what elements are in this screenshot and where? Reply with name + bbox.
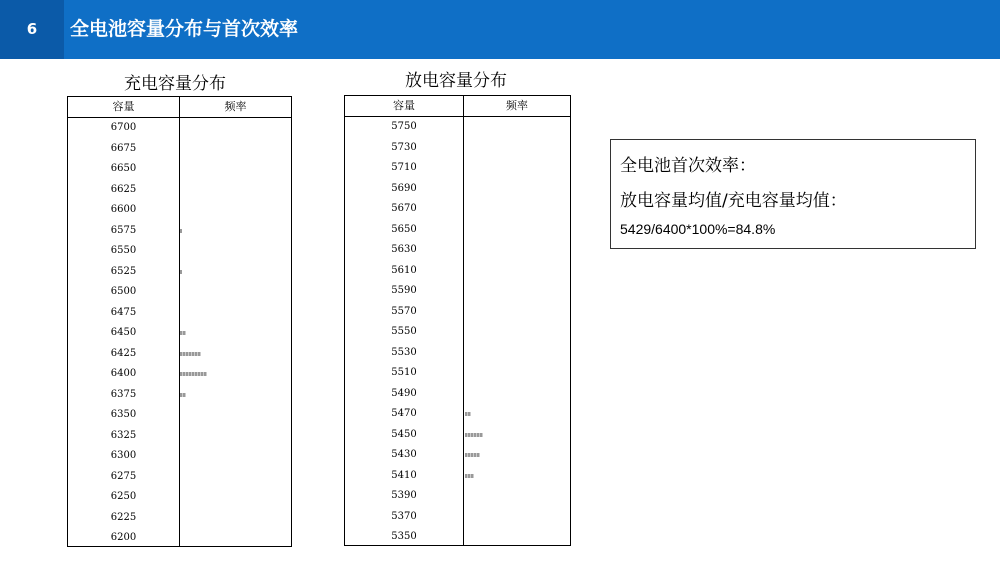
table-row [68,159,291,180]
discharge-table-title: 放电容量分布 [405,71,507,91]
frequency-bar [180,229,182,233]
efficiency-heading: 全电池首次效率： [620,156,756,176]
capacity-value: 5690 [391,182,417,194]
table-row [68,282,291,303]
capacity-column-header: 容量 [112,100,135,113]
efficiency-formula: 5429/6400*100%=84.8% [620,221,776,237]
table-row [68,446,291,467]
table-row [68,200,291,221]
page-number: 6 [0,0,64,59]
capacity-value: 6475 [110,306,137,318]
capacity-value: 5530 [391,346,417,358]
table-row [68,426,291,447]
table-row [68,528,291,549]
table-row [68,323,291,344]
table-row [345,220,570,241]
table-row [68,180,291,201]
table-row [345,199,570,220]
capacity-value: 6300 [110,450,137,461]
table-row [345,261,570,282]
table-row [345,302,570,323]
frequency-column-header: 频率 [224,100,247,113]
table-row [345,445,570,466]
capacity-value: 5430 [391,449,417,460]
capacity-value: 5490 [391,387,417,399]
capacity-value: 5410 [391,469,417,481]
table-row [345,404,570,425]
capacity-value: 6550 [110,245,137,256]
charge-table-title: 充电容量分布 [124,74,226,94]
table-row [68,118,291,139]
capacity-value: 5390 [391,490,417,501]
table-row [345,466,570,487]
capacity-value: 5350 [391,531,417,542]
efficiency-box [610,139,976,249]
capacity-value: 6500 [110,286,137,297]
frequency-bar [465,412,471,416]
table-row [345,363,570,384]
table-row [345,158,570,179]
header-bar [0,0,1000,59]
capacity-column-header: 容量 [393,99,415,112]
capacity-value: 6700 [110,122,137,133]
table-row [345,425,570,446]
capacity-value: 5450 [391,428,417,440]
table-row [68,467,291,488]
frequency-bar [180,352,201,356]
capacity-value: 5750 [391,121,417,132]
capacity-value: 6650 [110,163,137,174]
discharge-distribution-table [344,95,571,546]
frequency-bar [465,474,474,478]
frequency-bar [180,393,186,397]
capacity-value: 6575 [110,224,137,236]
capacity-value: 5630 [391,244,417,255]
table-row [68,364,291,385]
capacity-value: 5590 [391,285,417,296]
capacity-value: 6525 [110,265,137,277]
table-row [68,241,291,262]
capacity-value: 6325 [110,429,137,441]
table-row [345,322,570,343]
frequency-column-header: 频率 [506,99,528,112]
table-row [68,139,291,160]
table-row [345,486,570,507]
capacity-value: 5510 [391,367,417,378]
capacity-value: 6425 [110,347,137,359]
table-row [68,385,291,406]
table-row [68,508,291,529]
table-row [345,281,570,302]
capacity-value: 5570 [391,305,417,317]
frequency-bar [180,331,186,335]
capacity-value: 6450 [110,327,137,338]
table-row [68,303,291,324]
frequency-bar [180,270,182,274]
capacity-value: 5730 [391,141,417,153]
capacity-value: 5370 [391,510,417,522]
efficiency-formula-label: 放电容量均值/充电容量均值： [620,191,847,211]
page-title: 全电池容量分布与首次效率 [70,18,299,40]
capacity-value: 6675 [110,142,137,154]
table-row [68,405,291,426]
capacity-value: 5610 [391,264,417,276]
capacity-value: 6200 [110,532,137,543]
capacity-value: 6625 [110,183,137,195]
capacity-value: 5650 [391,223,417,235]
capacity-value: 6275 [110,470,137,482]
table-row [345,384,570,405]
capacity-value: 6225 [110,511,137,523]
frequency-bar [180,372,207,376]
capacity-value: 5670 [391,203,417,214]
capacity-value: 6400 [110,368,137,379]
table-row [68,487,291,508]
table-row [345,117,570,138]
frequency-bar [465,453,480,457]
capacity-value: 5550 [391,326,417,337]
table-row [345,240,570,261]
capacity-value: 6600 [110,204,137,215]
table-row [68,344,291,365]
charge-distribution-table [67,96,292,547]
capacity-value: 5470 [391,408,417,419]
table-row [68,221,291,242]
table-row [345,343,570,364]
table-row [345,138,570,159]
capacity-value: 6250 [110,491,137,502]
table-row [345,179,570,200]
frequency-bar [465,433,483,437]
capacity-value: 6350 [110,409,137,420]
table-row [345,527,570,548]
capacity-value: 6375 [110,388,137,400]
table-row [68,262,291,283]
table-row [345,507,570,528]
capacity-value: 5710 [391,162,417,173]
